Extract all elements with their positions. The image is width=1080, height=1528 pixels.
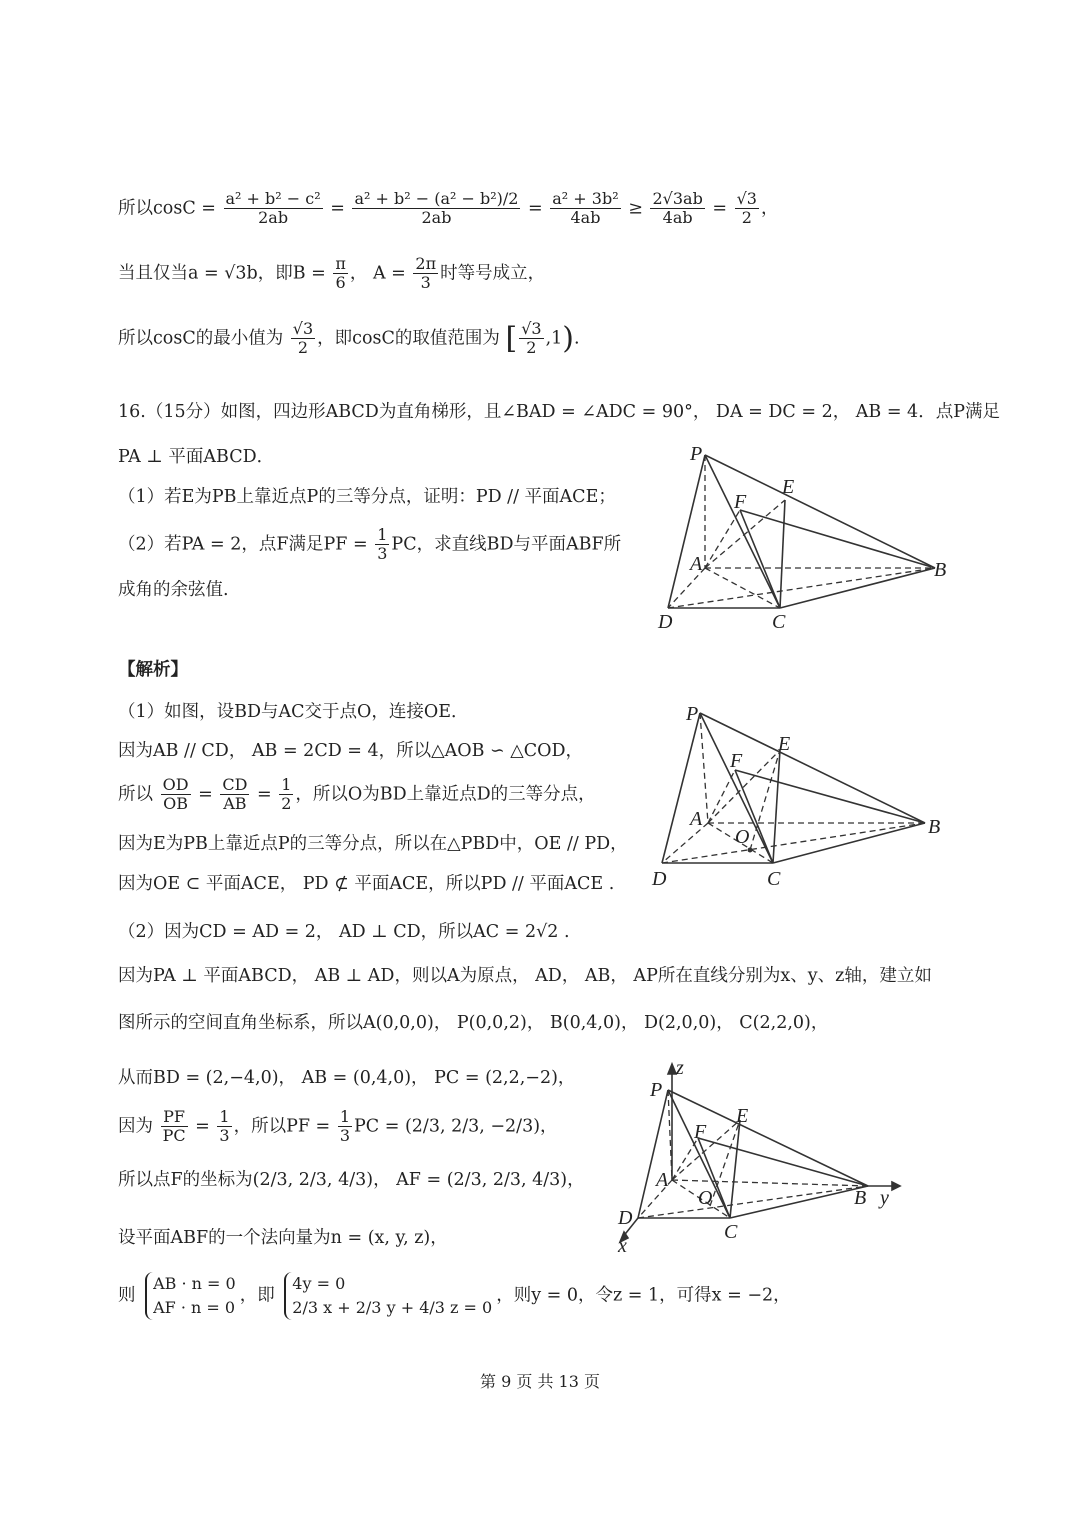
label-A: A [656,1169,669,1191]
solution-line-3: 所以 $\frac{OD}{OB}$ = $\frac{CD}{AB}$ = $\frac{1}{2}$ ，所以O为BD上靠近点D的三等分点， [118,775,596,814]
label-E: E [782,476,795,498]
equality-condition-line: 当且仅当a = √3b，即B = $\frac{\pi}{6}$ ， A = $\frac{2\pi}{3}$ 时等号成立， [118,254,546,293]
solution-line-12: 设平面ABF的一个法向量为n = (x, y, z)， [118,1228,448,1248]
label-E: E [778,733,791,755]
label-F: F [694,1121,707,1143]
pyramid-figure-2 [640,695,960,895]
label-A: A [690,808,703,830]
fraction: $\frac{PF}{PC}$ [162,1107,186,1146]
range-conclusion-line: 所以cosC的最小值为 $\frac{√3}{2}$ ，即cosC的取值范围为 [ $\frac{√3}{2}$ ,1). [118,319,580,358]
label-C: C [724,1221,738,1243]
label-P: P [690,443,703,465]
solution-line-13: 则 AB · n = 0 AF · n = 0 ，即 4y = 0 2/3 x + 2/3 y + 4/3 z = 0 ，则y = 0，令z = 1，可得x = −2， [118,1272,791,1320]
fraction: $\frac{OD}{OB}$ [162,775,189,814]
label-P: P [650,1079,663,1101]
equation-system-1: AB · n = 0 AF · n = 0 [145,1272,236,1320]
solution-line-11: 所以点F的坐标为(2/3, 2/3, 4/3)， AF = (2/3, 2/3, 4/3)， [118,1170,585,1190]
solution-line-5: 因为OE ⊂ 平面ACE， PD ⊄ 平面ACE，所以PD // 平面ACE . [118,874,615,894]
fraction: $\frac{\text{a² + b² − c²}}{2ab}$ [225,189,321,228]
label-B: B [934,559,947,581]
label-C: C [772,611,786,633]
question-16-stem-cont: PA ⊥ 平面ABCD． [118,447,275,467]
label-A: A [690,553,703,575]
label-E: E [736,1105,749,1127]
label-B: B [854,1187,867,1209]
fraction: $\frac{2√3ab}{4ab}$ [652,189,703,228]
label-D: D [618,1207,633,1229]
label-F: F [730,750,743,772]
fraction: $\frac{1}{3}$ [377,525,388,564]
solution-line-6: （2）因为CD = AD = 2， AD ⊥ CD，所以AC = 2√2 . [118,922,570,942]
fraction: $\frac{\text{a² + 3b²}}{4ab}$ [552,189,619,228]
solution-line-2: 因为AB // CD， AB = 2CD = 4，所以△AOB ∽ △COD， [118,741,583,761]
solution-line-9: 从而BD = (2,−4,0)， AB = (0,4,0)， PC = (2,2,−2)， [118,1068,576,1088]
equation-system-2: 4y = 0 2/3 x + 2/3 y + 4/3 z = 0 [284,1272,492,1320]
question-16-part-2-cont: 成角的余弦值. [118,580,229,600]
fraction: $\frac{2\pi}{3}$ [415,254,437,293]
fraction: $\frac{√3}{2}$ [521,319,542,358]
fraction: $\frac{1}{3}$ [219,1107,230,1146]
label-C: C [767,868,781,890]
solution-line-4: 因为E为PB上靠近点P的三等分点，所以在△PBD中，OE // PD， [118,834,628,854]
question-16-stem: 16.（15分）如图，四边形ABCD为直角梯形，且∠BAD = ∠ADC = 90°， DA = DC = 2， AB = 4．点P满足 [118,402,1000,422]
label-z: z [676,1058,684,1079]
label-x: x [618,1235,627,1257]
label-D: D [658,611,673,633]
coordinate-figure-3 [600,1058,920,1258]
question-16-part-2: （2）若PA = 2，点F满足PF = $\frac{1}{3}$ PC，求直线BD与平面ABF所 [118,525,622,564]
fraction: $\frac{\text{a² + b² − (a² − b²)/2}}{2ab}$ [354,189,519,228]
label-P: P [686,703,699,725]
label-D: D [652,868,667,890]
fraction: $\frac{\pi}{6}$ [335,254,346,293]
fraction: $\frac{√3}{2}$ [292,319,314,358]
label-O: O [698,1187,713,1209]
fraction: $\frac{√3}{2}$ [736,189,757,228]
fraction: $\frac{CD}{AB}$ [222,775,248,814]
fraction: $\frac{1}{2}$ [281,775,292,814]
cos-c-equation-line: 所以cosC = $\frac{\text{a² + b² − c²}}{2ab}$ = $\frac{\text{a² + b² − (a² − b²)/2}}{2ab}$ = $\frac{\text{a² + 3b²}}{4ab}$ ≥ $\frac{2√3ab}{4ab}$ = $\frac{√3}{2}$ ， [118,189,779,228]
label-F: F [734,491,747,513]
label-O: O [735,826,750,848]
fraction: $\frac{1}{3}$ [339,1107,350,1146]
label-y: y [880,1187,889,1209]
solution-line-10: 因为 $\frac{PF}{PC}$ = $\frac{1}{3}$ ，所以PF = $\frac{1}{3}$ PC = (2/3, 2/3, −2/3)， [118,1107,558,1146]
solution-line-1: （1）如图，设BD与AC交于点O，连接OE． [118,702,469,722]
label-B: B [928,816,941,838]
solution-line-8: 图所示的空间直角坐标系，所以A(0,0,0)， P(0,0,2)， B(0,4,0)， D(2,0,0)， C(2,2,0)， [118,1013,829,1033]
analysis-heading: 【解析】 [118,660,188,680]
question-16-part-1: （1）若E为PB上靠近点P的三等分点，证明：PD // 平面ACE； [118,487,616,507]
pyramid-figure-1 [650,440,960,640]
solution-line-7: 因为PA ⊥ 平面ABCD， AB ⊥ AD，则以A为原点， AD， AB， AP所在直线分别为x、y、z轴，建立如 [118,966,932,986]
page-footer: 第 9 页 共 13 页 [480,1372,600,1391]
